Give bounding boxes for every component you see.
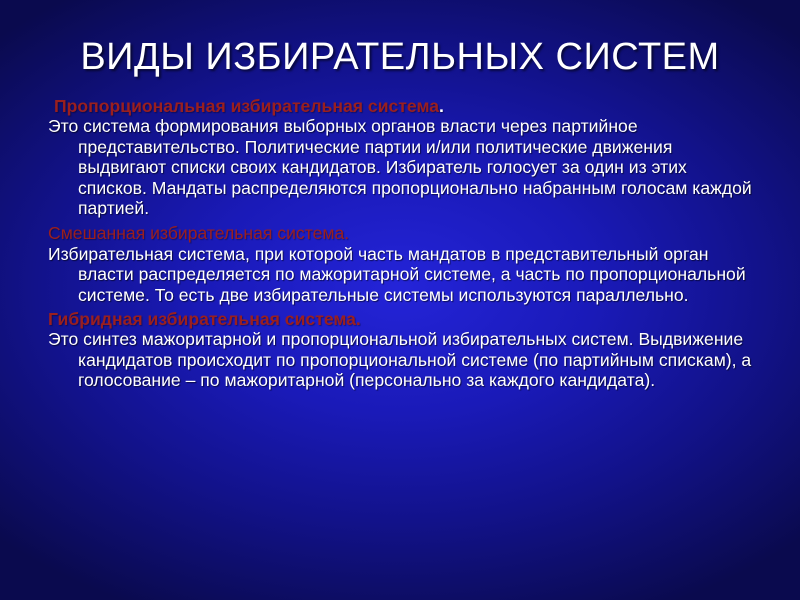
section-text-hybrid: Это синтез мажоритарной и пропорциональной избирательных систем. Выдвижение кандидатов происходит по пропорциональной системе (по партийным спискам), а голосование – по мажоритарной (персонально за каждого кандидата). [48, 329, 752, 391]
section-heading-proportional-text: Пропорциональная избирательная система [54, 96, 440, 116]
section-heading-proportional-period: . [439, 96, 444, 116]
section-text-mixed: Избирательная система, при которой часть мандатов в представительный орган власти распределяется по мажоритарной системе, а часть по пропорциональной системе. То есть две избирательные системы используются параллельно. [48, 243, 746, 305]
slide-content [48, 96, 753, 391]
section-heading-hybrid: Гибридная избирательная система. [48, 309, 361, 330]
section-heading-proportional [48, 96, 753, 116]
section-heading-mixed: Смешанная избирательная система. [48, 223, 350, 244]
section-text-proportional: Это система формирования выборных органов власти через партийное представительство. Политические партии и/или политические движения выдвигают списки своих кандидатов. Избиратель голосует за один из этих списков. Мандаты распределяются пропорционально набранным голосам каждой партией. [48, 116, 752, 219]
slide-title: ВИДЫ ИЗБИРАТЕЛЬНЫХ СИСТЕМ [80, 36, 720, 78]
